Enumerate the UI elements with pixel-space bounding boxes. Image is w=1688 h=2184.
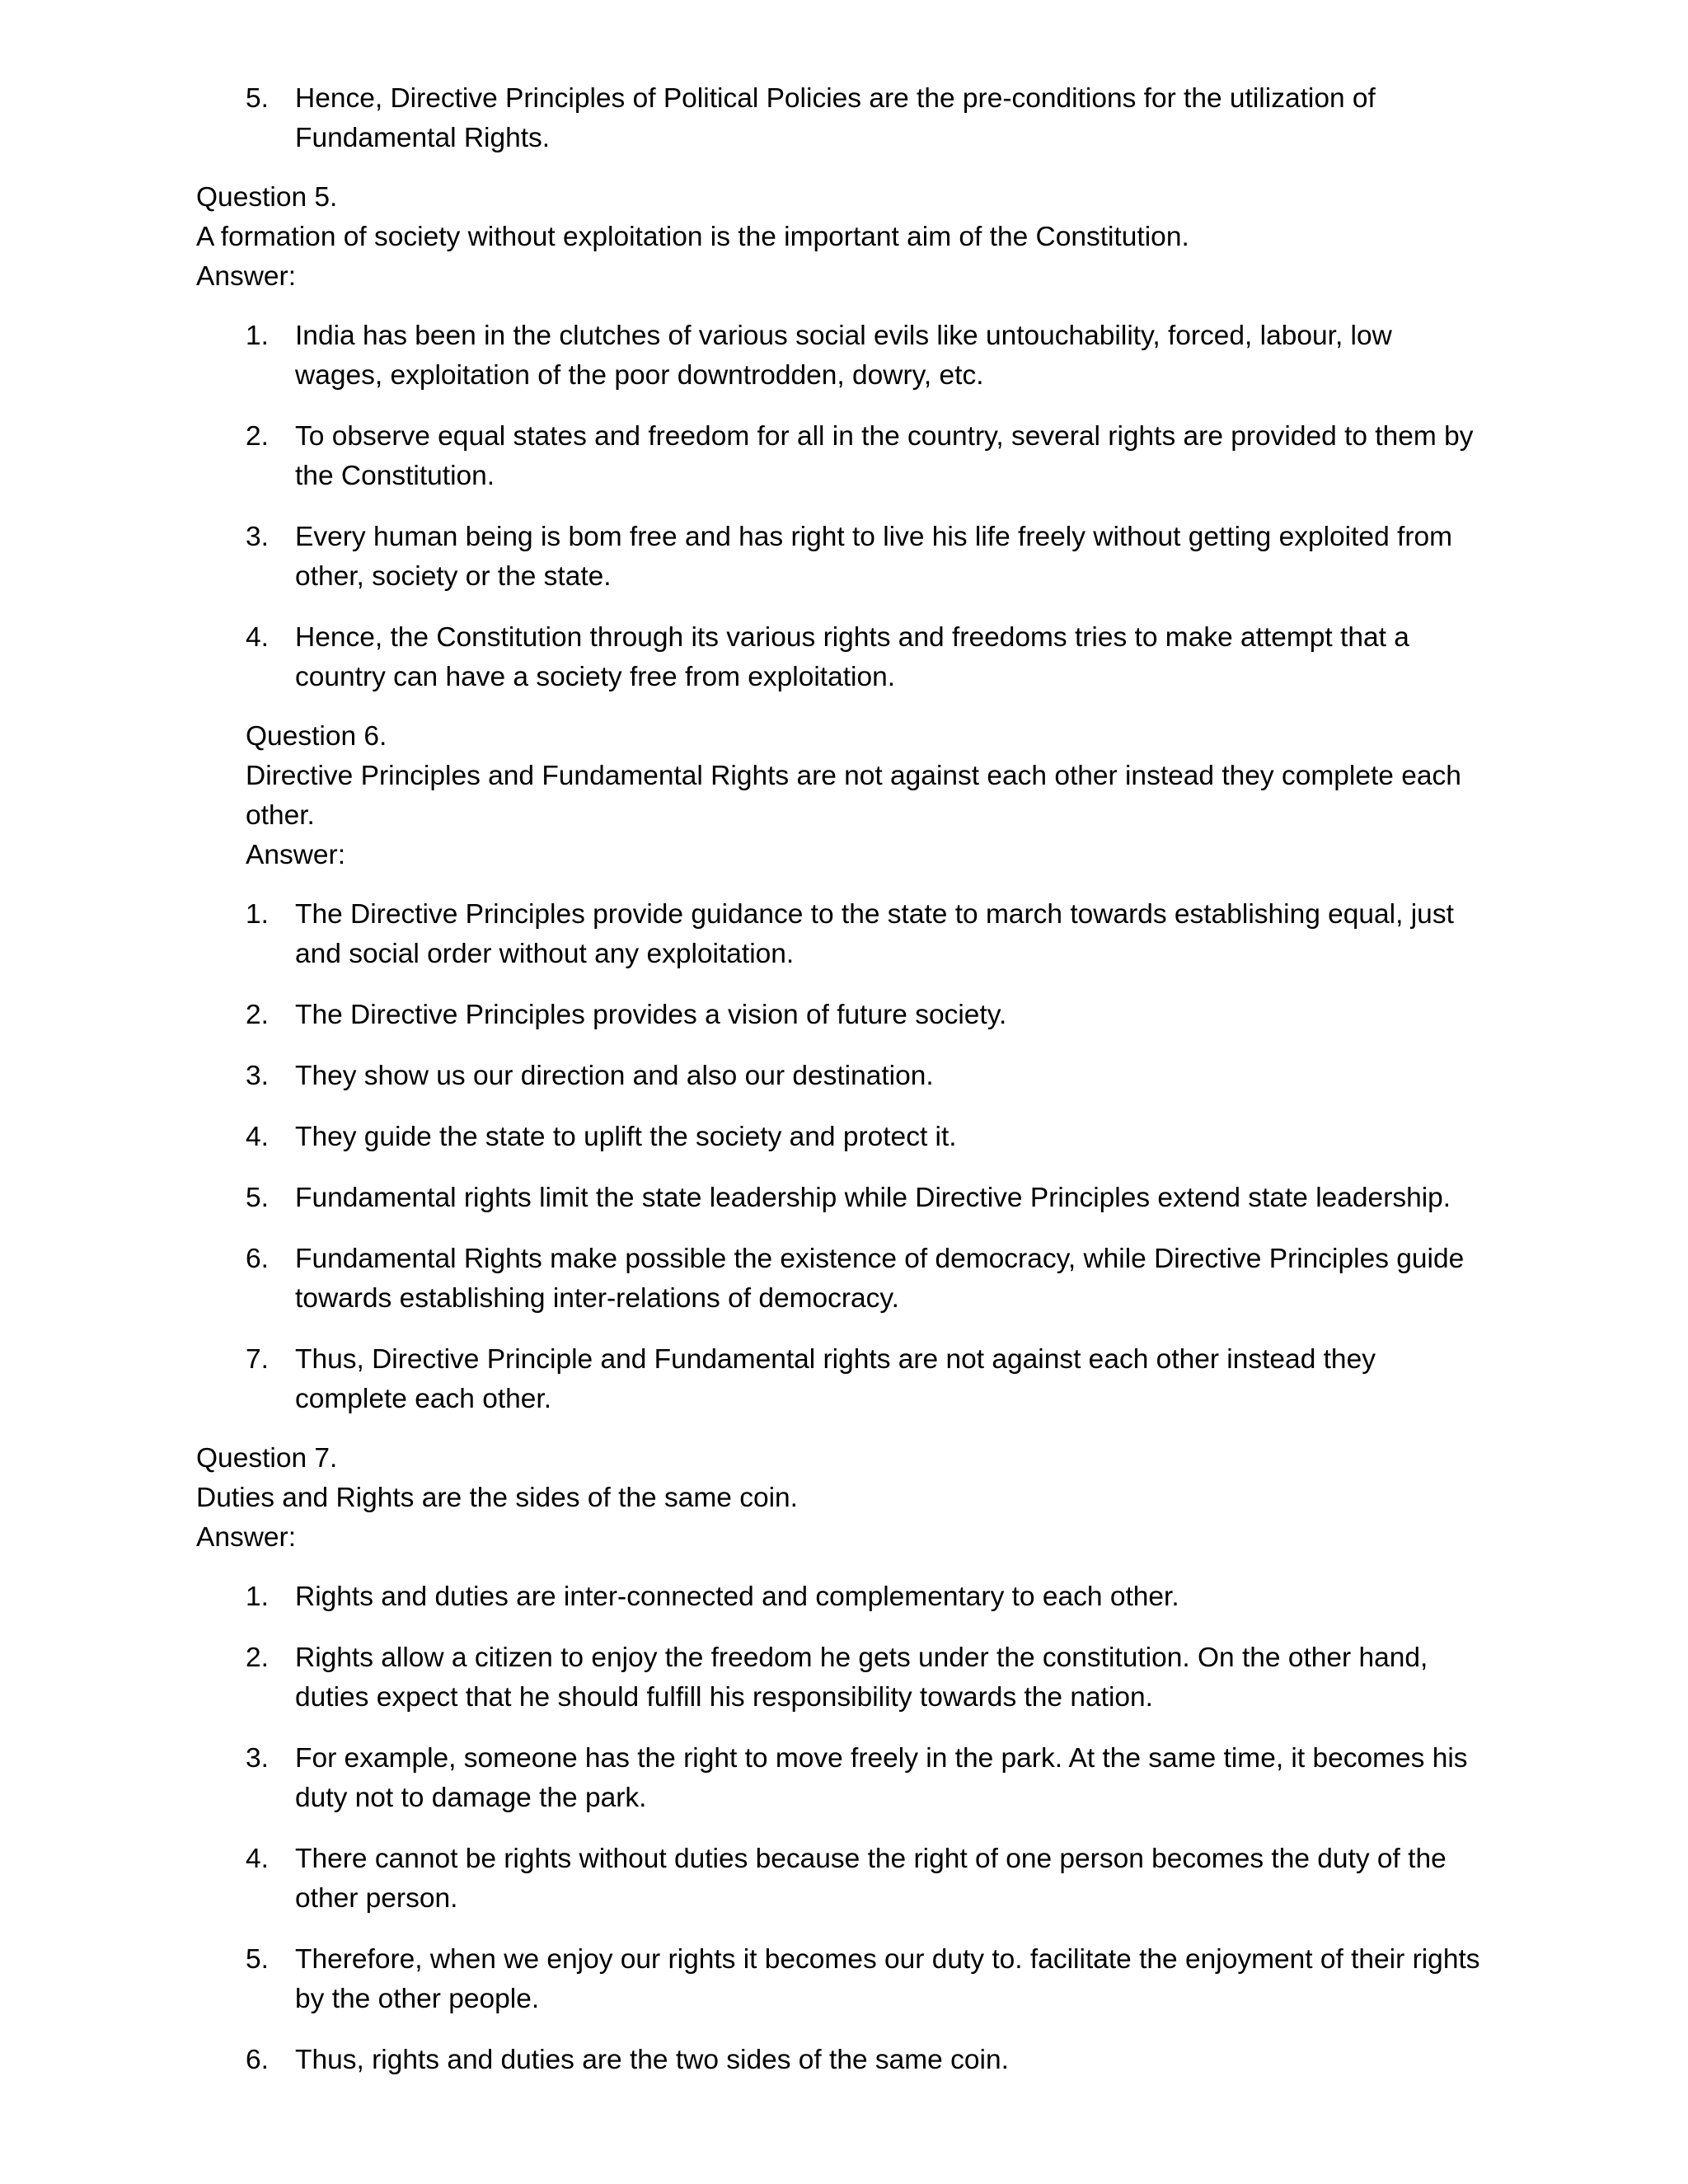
list-item-number: 3. (246, 522, 269, 552)
question-block-5 (196, 178, 1482, 297)
list-item-text: Rights allow a citizen to enjoy the freedom he gets under the constitution. On the other hand, duties expect that he should fulfill his responsibility towards the nation. (295, 1643, 1428, 1713)
list-item-number: 6. (246, 1244, 269, 1274)
question-block-6 (196, 717, 1482, 875)
question-text: A formation of society without exploitation is the important aim of the Constitution. (196, 222, 1189, 252)
list-item-number: 5. (246, 83, 269, 114)
list-item-text: For example, someone has the right to move freely in the park. At the same time, it becomes his duty not to damage the park. (295, 1743, 1468, 1813)
answer-list-q5 (196, 316, 1482, 697)
list-item (196, 1577, 1482, 1617)
list-item-number: 2. (246, 421, 269, 452)
list-item-number: 1. (246, 1582, 269, 1612)
list-item-text: Therefore, when we enjoy our rights it becomes our duty to. facilitate the enjoyment of their rights by the other people. (295, 1944, 1480, 2014)
list-item-number: 4. (246, 622, 269, 653)
list-item-number: 4. (246, 1844, 269, 1874)
list-item (196, 79, 1482, 158)
list-item-text: The Directive Principles provides a vision of future society. (295, 1000, 1007, 1030)
list-item-number: 5. (246, 1944, 269, 1975)
list-item (196, 1057, 1482, 1096)
list-item-number: 5. (246, 1183, 269, 1213)
list-item (196, 1179, 1482, 1218)
question-label: Question 5. (196, 182, 338, 213)
list-item (196, 518, 1482, 597)
list-item-text: Hence, the Constitution through its various rights and freedoms tries to make attempt that a country can have a society free from exploitation. (295, 622, 1409, 692)
list-item (196, 1638, 1482, 1718)
list-item (196, 618, 1482, 697)
list-item (196, 1940, 1482, 2019)
list-item-number: 1. (246, 899, 269, 930)
answer-list-q4-tail (196, 79, 1482, 158)
list-item-text: Fundamental Rights make possible the existence of democracy, while Directive Principles guide towards establishing inter-relations of democracy. (295, 1244, 1465, 1314)
answer-list-q7 (196, 1577, 1482, 2080)
list-item (196, 1118, 1482, 1157)
list-item-text: They guide the state to uplift the society and protect it. (295, 1122, 957, 1152)
answer-label: Answer: (246, 840, 346, 870)
list-item-text: Fundamental rights limit the state leadership while Directive Principles extend state leadership. (295, 1183, 1451, 1213)
list-item (196, 996, 1482, 1035)
list-item-text: Hence, Directive Principles of Political Policies are the pre-conditions for the utilization of Fundamental Rights. (295, 83, 1376, 153)
answer-list-q6 (196, 895, 1482, 1419)
list-item (196, 1739, 1482, 1818)
list-item-text: Rights and duties are inter-connected and complementary to each other. (295, 1582, 1179, 1612)
list-item-number: 3. (246, 1061, 269, 1091)
question-text: Duties and Rights are the sides of the same coin. (196, 1483, 798, 1513)
list-item-number: 4. (246, 1122, 269, 1152)
list-item (196, 1340, 1482, 1419)
question-label: Question 7. (196, 1443, 338, 1474)
answer-label: Answer: (196, 261, 297, 292)
list-item-text: Every human being is bom free and has right to live his life freely without getting exploited from other, society or the state. (295, 522, 1453, 592)
list-item (196, 895, 1482, 974)
list-item-number: 6. (246, 2045, 269, 2075)
answer-label: Answer: (196, 1522, 297, 1553)
list-item-number: 2. (246, 1000, 269, 1030)
list-item (196, 1240, 1482, 1319)
list-item-number: 2. (246, 1643, 269, 1673)
list-item-number: 3. (246, 1743, 269, 1774)
list-item-text: India has been in the clutches of various social evils like untouchability, forced, labour, low wages, exploitation of the poor downtrodden, dowry, etc. (295, 321, 1392, 391)
list-item-text: They show us our direction and also our destination. (295, 1061, 934, 1091)
list-item (196, 1840, 1482, 1919)
list-item (196, 316, 1482, 396)
list-item (196, 417, 1482, 496)
question-block-7 (196, 1439, 1482, 1558)
list-item-text: There cannot be rights without duties because the right of one person becomes the duty of the other person. (295, 1844, 1447, 1914)
list-item (196, 2041, 1482, 2080)
list-item-number: 7. (246, 1344, 269, 1375)
list-item-text: The Directive Principles provide guidance to the state to march towards establishing equal, just and social order without any exploitation. (295, 899, 1454, 969)
list-item-text: Thus, Directive Principle and Fundamental rights are not against each other instead they complete each other. (295, 1344, 1376, 1414)
list-item-number: 1. (246, 321, 269, 351)
document-content (196, 79, 1482, 2100)
list-item-text: Thus, rights and duties are the two sides of the same coin. (295, 2045, 1009, 2075)
list-item-text: To observe equal states and freedom for all in the country, several rights are provided to them by the Constitution. (295, 421, 1474, 491)
question-text: Directive Principles and Fundamental Rights are not against each other instead they complete each other. (246, 761, 1461, 831)
question-label: Question 6. (246, 721, 387, 752)
